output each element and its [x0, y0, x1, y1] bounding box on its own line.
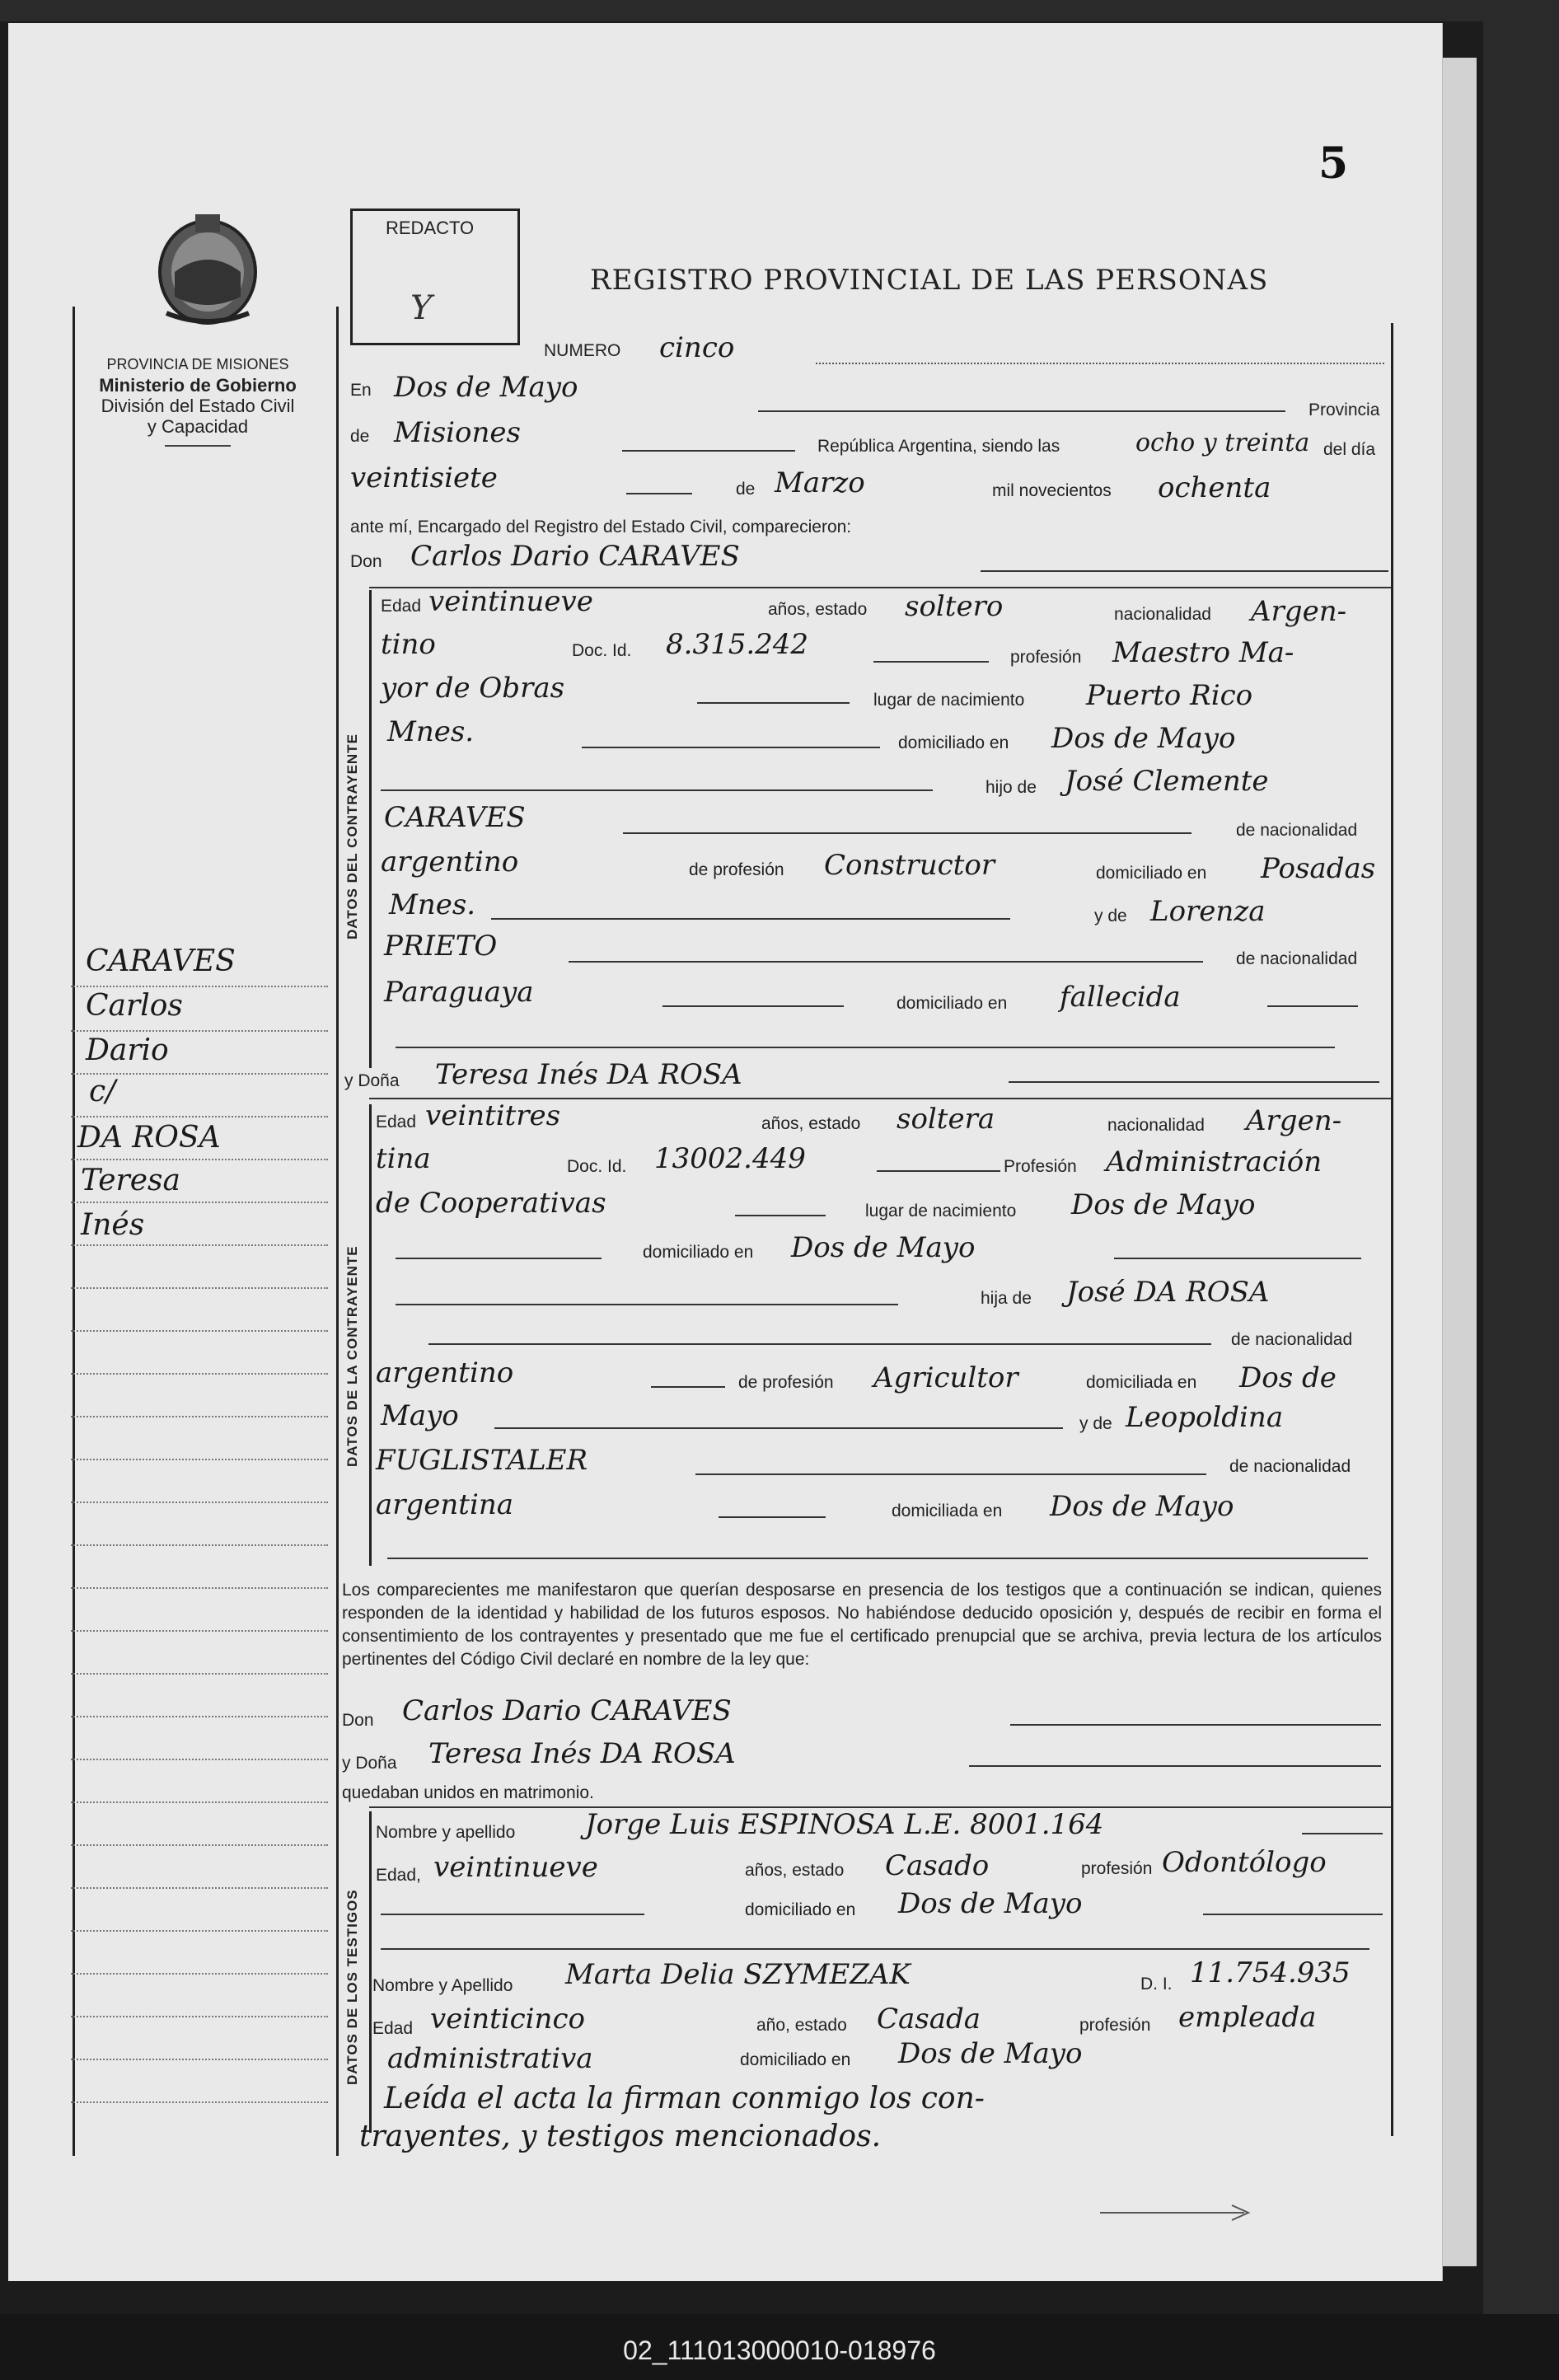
margin-rule [71, 1330, 328, 1332]
padre-value: José Clemente [1065, 765, 1269, 798]
de-nacionalidad-label: de nacionalidad [1231, 1330, 1353, 1349]
right-edge-background [1483, 0, 1559, 2380]
nacionalidad-value-cont: tina [376, 1142, 431, 1175]
t1-edad-label: Edad, [376, 1866, 421, 1885]
t2-profesion-label: profesión [1079, 2016, 1151, 2035]
t1-nombre-value: Jorge Luis ESPINOSA L.E. 8001.164 [585, 1808, 1104, 1841]
fill-line [582, 747, 880, 748]
fill-line [387, 1558, 1368, 1559]
margin-rule [71, 1373, 328, 1375]
t2-di-value: 11.754.935 [1190, 1956, 1351, 1989]
republica-text: República Argentina, siendo las [817, 437, 1060, 456]
anos-label: años, estado [768, 600, 868, 619]
fill-line [381, 1948, 1369, 1950]
y-de-label: y de [1094, 907, 1127, 925]
fill-line [758, 410, 1285, 412]
page-number: 5 [1318, 138, 1349, 189]
t2-profesion-value: empleada [1178, 2001, 1317, 2034]
en-value: Dos de Mayo [394, 371, 578, 404]
redacto-box [350, 208, 520, 345]
don-label: Don [350, 552, 382, 571]
fill-line [981, 570, 1388, 572]
hora-value: ocho y treinta [1135, 429, 1310, 457]
margin-rule [71, 1459, 328, 1460]
province-line: PROVINCIA DE MISIONES [106, 356, 289, 372]
margin-rule [71, 2059, 328, 2060]
margin-rule [71, 1287, 328, 1289]
fill-line [662, 1005, 844, 1007]
margin-note-line-6: Teresa [81, 1164, 180, 1197]
fill-line [1114, 1258, 1361, 1259]
margin-note-line-2: Carlos [86, 989, 183, 1023]
dia-value: veintisiete [350, 461, 498, 494]
margin-rule [71, 1759, 328, 1760]
fill-line [697, 702, 850, 704]
t1-anos-label: años, estado [745, 1861, 845, 1880]
dona-value: Teresa Inés DA ROSA [435, 1058, 742, 1091]
domiciliada-label: domiciliada en [892, 1502, 1003, 1520]
decl-don-label: Don [342, 1711, 374, 1730]
margin-rule [71, 1930, 328, 1932]
margin-rule [71, 1159, 328, 1160]
fill-line [695, 1473, 1206, 1475]
fill-line [623, 832, 1191, 834]
right-rule [1391, 323, 1393, 2136]
decl-don-value: Carlos Dario CARAVES [402, 1694, 732, 1727]
t1-nombre-label: Nombre y apellido [376, 1823, 516, 1842]
lugar-label: lugar de nacimiento [873, 691, 1025, 710]
t2-profesion-value-cont: administrativa [387, 2042, 593, 2075]
t1-profesion-label: profesión [1081, 1859, 1153, 1878]
hijo-label: hijo de [985, 778, 1037, 797]
fill-line [816, 363, 1384, 364]
margin-rule [71, 986, 328, 987]
fill-line [1267, 1005, 1358, 1007]
nacionalidad-label: nacionalidad [1107, 1116, 1205, 1135]
t2-ano-label: año, estado [756, 2016, 847, 2035]
center-rule [336, 307, 339, 2156]
padre-value-cont: CARAVES [384, 801, 526, 834]
fill-line [622, 450, 795, 452]
de-profesion-label: de profesión [738, 1373, 834, 1392]
margin-rule [71, 1844, 328, 1846]
de-nacionalidad-label-2: de nacionalidad [1236, 949, 1358, 968]
margin-rule [71, 1030, 328, 1032]
padre-domicilio-cont: Mayo [381, 1399, 459, 1432]
testigos-bracket [369, 1811, 372, 2133]
edad-value: veintitres [425, 1099, 561, 1132]
nacionalidad-value: Argen- [1251, 595, 1347, 628]
margin-rule [71, 1716, 328, 1717]
profesion-label: Profesión [1004, 1157, 1077, 1176]
padre-nacionalidad: argentino [376, 1356, 514, 1389]
divider [165, 445, 231, 447]
arrow-icon [1096, 2200, 1261, 2225]
y-de-label: y de [1079, 1414, 1112, 1433]
margin-rule [71, 1244, 328, 1246]
margin-rule [71, 1587, 328, 1589]
t2-estado-value: Casada [877, 2003, 981, 2036]
fill-line [735, 1215, 826, 1216]
edad-label: Edad [376, 1113, 417, 1131]
t1-dom-label: domiciliado en [745, 1900, 856, 1919]
lugar-value: Dos de Mayo [1071, 1188, 1256, 1221]
left-margin-rule [73, 307, 75, 2156]
domiciliada-en-label: domiciliada en [1086, 1373, 1197, 1392]
fill-line [569, 961, 1203, 963]
margin-rule [71, 1673, 328, 1675]
side-label-contrayenta: DATOS DE LA CONTRAYENTE [344, 1245, 360, 1467]
nacionalidad-value-cont: tino [381, 628, 436, 661]
ministry-block [58, 354, 338, 447]
file-name-label: 02_111013000010-018976 [623, 2335, 936, 2365]
hija-label: hija de [981, 1289, 1032, 1308]
fill-line [494, 1427, 1063, 1429]
t1-profesion-value: Odontólogo [1162, 1846, 1327, 1879]
fill-line [1010, 1724, 1381, 1726]
padre-domicilio: Posadas [1261, 852, 1376, 885]
don-value: Carlos Dario CARAVES [410, 540, 740, 573]
numero-value: cinco [659, 331, 735, 364]
dona-label: y Doña [344, 1071, 400, 1090]
profesion-value-cont: de Cooperativas [376, 1187, 606, 1220]
closing-line-1: Leída el acta la firman conmigo los con- [384, 2082, 985, 2115]
contrayente-bracket [369, 590, 372, 1068]
margin-rule [71, 1887, 328, 1889]
mil-text: mil novecientos [992, 481, 1112, 500]
fill-line [969, 1765, 1381, 1767]
margin-rule [71, 1073, 328, 1075]
margin-rule [71, 1202, 328, 1203]
margin-note-line-3: Dario [86, 1033, 169, 1067]
lugar-value: Puerto Rico [1086, 679, 1253, 712]
margin-rule [71, 1416, 328, 1417]
de-profesion-label: de profesión [689, 860, 784, 879]
doc-label: Doc. Id. [572, 641, 632, 660]
margin-rule [71, 2016, 328, 2017]
provincial-seal-icon [150, 206, 265, 330]
domiciliado-label: domiciliado en [898, 733, 1009, 752]
anos-label: años, estado [761, 1114, 861, 1133]
padre-nacionalidad: argentino [381, 846, 519, 878]
doc-value: 8.315.242 [666, 628, 809, 661]
closing-line-2: trayentes, y testigos mencionados. [359, 2120, 882, 2153]
padre-domicilio-cont: Mnes. [389, 888, 476, 921]
decl-dona-label: y Doña [342, 1754, 397, 1773]
t2-edad-value: veinticinco [430, 2003, 585, 2036]
madre-value: Leopoldina [1126, 1401, 1284, 1434]
lugar-label: lugar de nacimiento [865, 1202, 1017, 1220]
ante-text: ante mí, Encargado del Registro del Estado Civil, comparecieron: [350, 518, 852, 536]
t1-edad-value: veintinueve [433, 1851, 598, 1884]
division-line-1: División del Estado Civil [101, 396, 295, 416]
domiciliado-value: Dos de Mayo [1051, 722, 1236, 755]
padre-domicilio: Dos de [1239, 1361, 1337, 1394]
madre-domicilio: fallecida [1060, 981, 1181, 1014]
fill-line [428, 1343, 1211, 1345]
margin-note-line-7: Inés [81, 1208, 145, 1242]
edad-value: veintinueve [428, 585, 593, 618]
t1-dom-value: Dos de Mayo [898, 1887, 1083, 1920]
margin-rule [71, 1116, 328, 1117]
padre-profesion: Agricultor [873, 1361, 1018, 1394]
fill-line [396, 1047, 1335, 1048]
de-nacionalidad-label: de nacionalidad [1236, 821, 1358, 840]
de-value: Misiones [394, 416, 521, 449]
padre-value: José DA ROSA [1066, 1276, 1270, 1309]
de-label-2: de [736, 480, 756, 499]
fill-line [877, 1170, 1000, 1172]
redacto-mark: Y [410, 289, 433, 327]
profesion-value: Administración [1106, 1145, 1323, 1178]
t2-edad-label: Edad [372, 2019, 414, 2038]
ministry-line: Ministerio de Gobierno [99, 375, 297, 396]
fill-line [491, 918, 1010, 920]
fill-line [651, 1386, 725, 1388]
profesion-label: profesión [1010, 648, 1082, 667]
edad-label: Edad [381, 597, 422, 616]
t2-nombre-label: Nombre y Apellido [372, 1976, 513, 1995]
profesion-value: Maestro Ma- [1112, 636, 1294, 669]
margin-rule [71, 1801, 328, 1803]
domiciliado-value: Dos de Mayo [791, 1231, 976, 1264]
profesion-value-cont: yor de Obras [381, 672, 565, 705]
fill-line [381, 1914, 644, 1915]
contrayenta-bracket [369, 1104, 372, 1566]
anio-value: ochenta [1158, 471, 1271, 504]
fill-line [1009, 1081, 1379, 1083]
redacto-label: REDACTO [386, 218, 475, 238]
provincia-label: Provincia [1309, 401, 1380, 419]
side-label-contrayente: DATOS DEL CONTRAYENTE [344, 733, 360, 939]
domiciliado-label: domiciliado en [643, 1243, 754, 1262]
fill-line [719, 1516, 826, 1518]
margin-note-line-1: CARAVES [86, 944, 236, 978]
fill-line [396, 1304, 898, 1305]
del-dia-label: del día [1323, 440, 1376, 459]
margin-note-line-5: DA ROSA [77, 1121, 221, 1155]
doc-label: Doc. Id. [567, 1157, 627, 1176]
padre-profesion: Constructor [824, 849, 995, 882]
domiciliado-en-label: domiciliado en [1096, 864, 1207, 883]
fill-line [1302, 1833, 1383, 1834]
margin-rule [71, 1630, 328, 1632]
fill-line [1203, 1914, 1383, 1915]
madre-value: Lorenza [1150, 895, 1266, 928]
nacionalidad-label: nacionalidad [1114, 605, 1211, 624]
mes-value: Marzo [775, 466, 865, 499]
doc-value: 13002.449 [654, 1142, 806, 1175]
madre-nacionalidad: Paraguaya [384, 976, 534, 1009]
fill-line [396, 1258, 602, 1259]
t2-dom-value: Dos de Mayo [898, 2037, 1083, 2070]
en-label: En [350, 381, 372, 400]
madre-nacionalidad: argentina [376, 1488, 514, 1521]
madre-domicilio: Dos de Mayo [1050, 1490, 1234, 1523]
fill-line [626, 493, 692, 494]
t1-estado-value: Casado [885, 1849, 990, 1882]
de-label: de [350, 427, 370, 446]
quedaban-text: quedaban unidos en matrimonio. [342, 1783, 594, 1802]
margin-rule [71, 1502, 328, 1503]
nacionalidad-value: Argen- [1246, 1104, 1342, 1137]
margin-note-line-4: c/ [89, 1075, 116, 1108]
lugar-value-cont: Mnes. [387, 715, 475, 748]
margin-rule [71, 1973, 328, 1975]
fill-line [381, 789, 933, 791]
page-title: REGISTRO PROVINCIAL DE LAS PERSONAS [590, 264, 1269, 297]
margin-rule [71, 2101, 328, 2103]
domiciliado-en-label-2: domiciliado en [897, 994, 1008, 1013]
side-label-testigos: DATOS DE LOS TESTIGOS [344, 1889, 360, 2085]
estado-value: soltera [897, 1103, 995, 1136]
de-nacionalidad-label-2: de nacionalidad [1229, 1457, 1351, 1476]
madre-value-cont: FUGLISTALER [376, 1444, 588, 1477]
t2-di-label: D. I. [1140, 1975, 1173, 1993]
decl-dona-value: Teresa Inés DA ROSA [428, 1737, 736, 1770]
top-band [0, 0, 1559, 21]
t2-nombre-value: Marta Delia SZYMEZAK [565, 1958, 911, 1991]
t2-dom-label: domiciliado en [740, 2050, 851, 2069]
margin-rule [71, 1544, 328, 1546]
fill-line [873, 661, 989, 663]
declaration-paragraph: Los comparecientes me manifestaron que querían desposarse en presencia de los testigos que a continuación se indican, quienes responden de la identidad y habilidad de los futuros esposos. No habiéndose deducido oposición y, después de recibir en forma el consentimiento de los contrayentes y presentado que me fue el certificado prenupcial que se archiva, previa lectura de los artículos pertinentes del Código Civil declaré en nombre de la ley que: [342, 1581, 1382, 1669]
numero-label: NUMERO [544, 341, 621, 360]
estado-value: soltero [905, 590, 1004, 623]
madre-value-cont: PRIETO [384, 930, 498, 963]
division-line-2: y Capacidad [147, 416, 249, 437]
